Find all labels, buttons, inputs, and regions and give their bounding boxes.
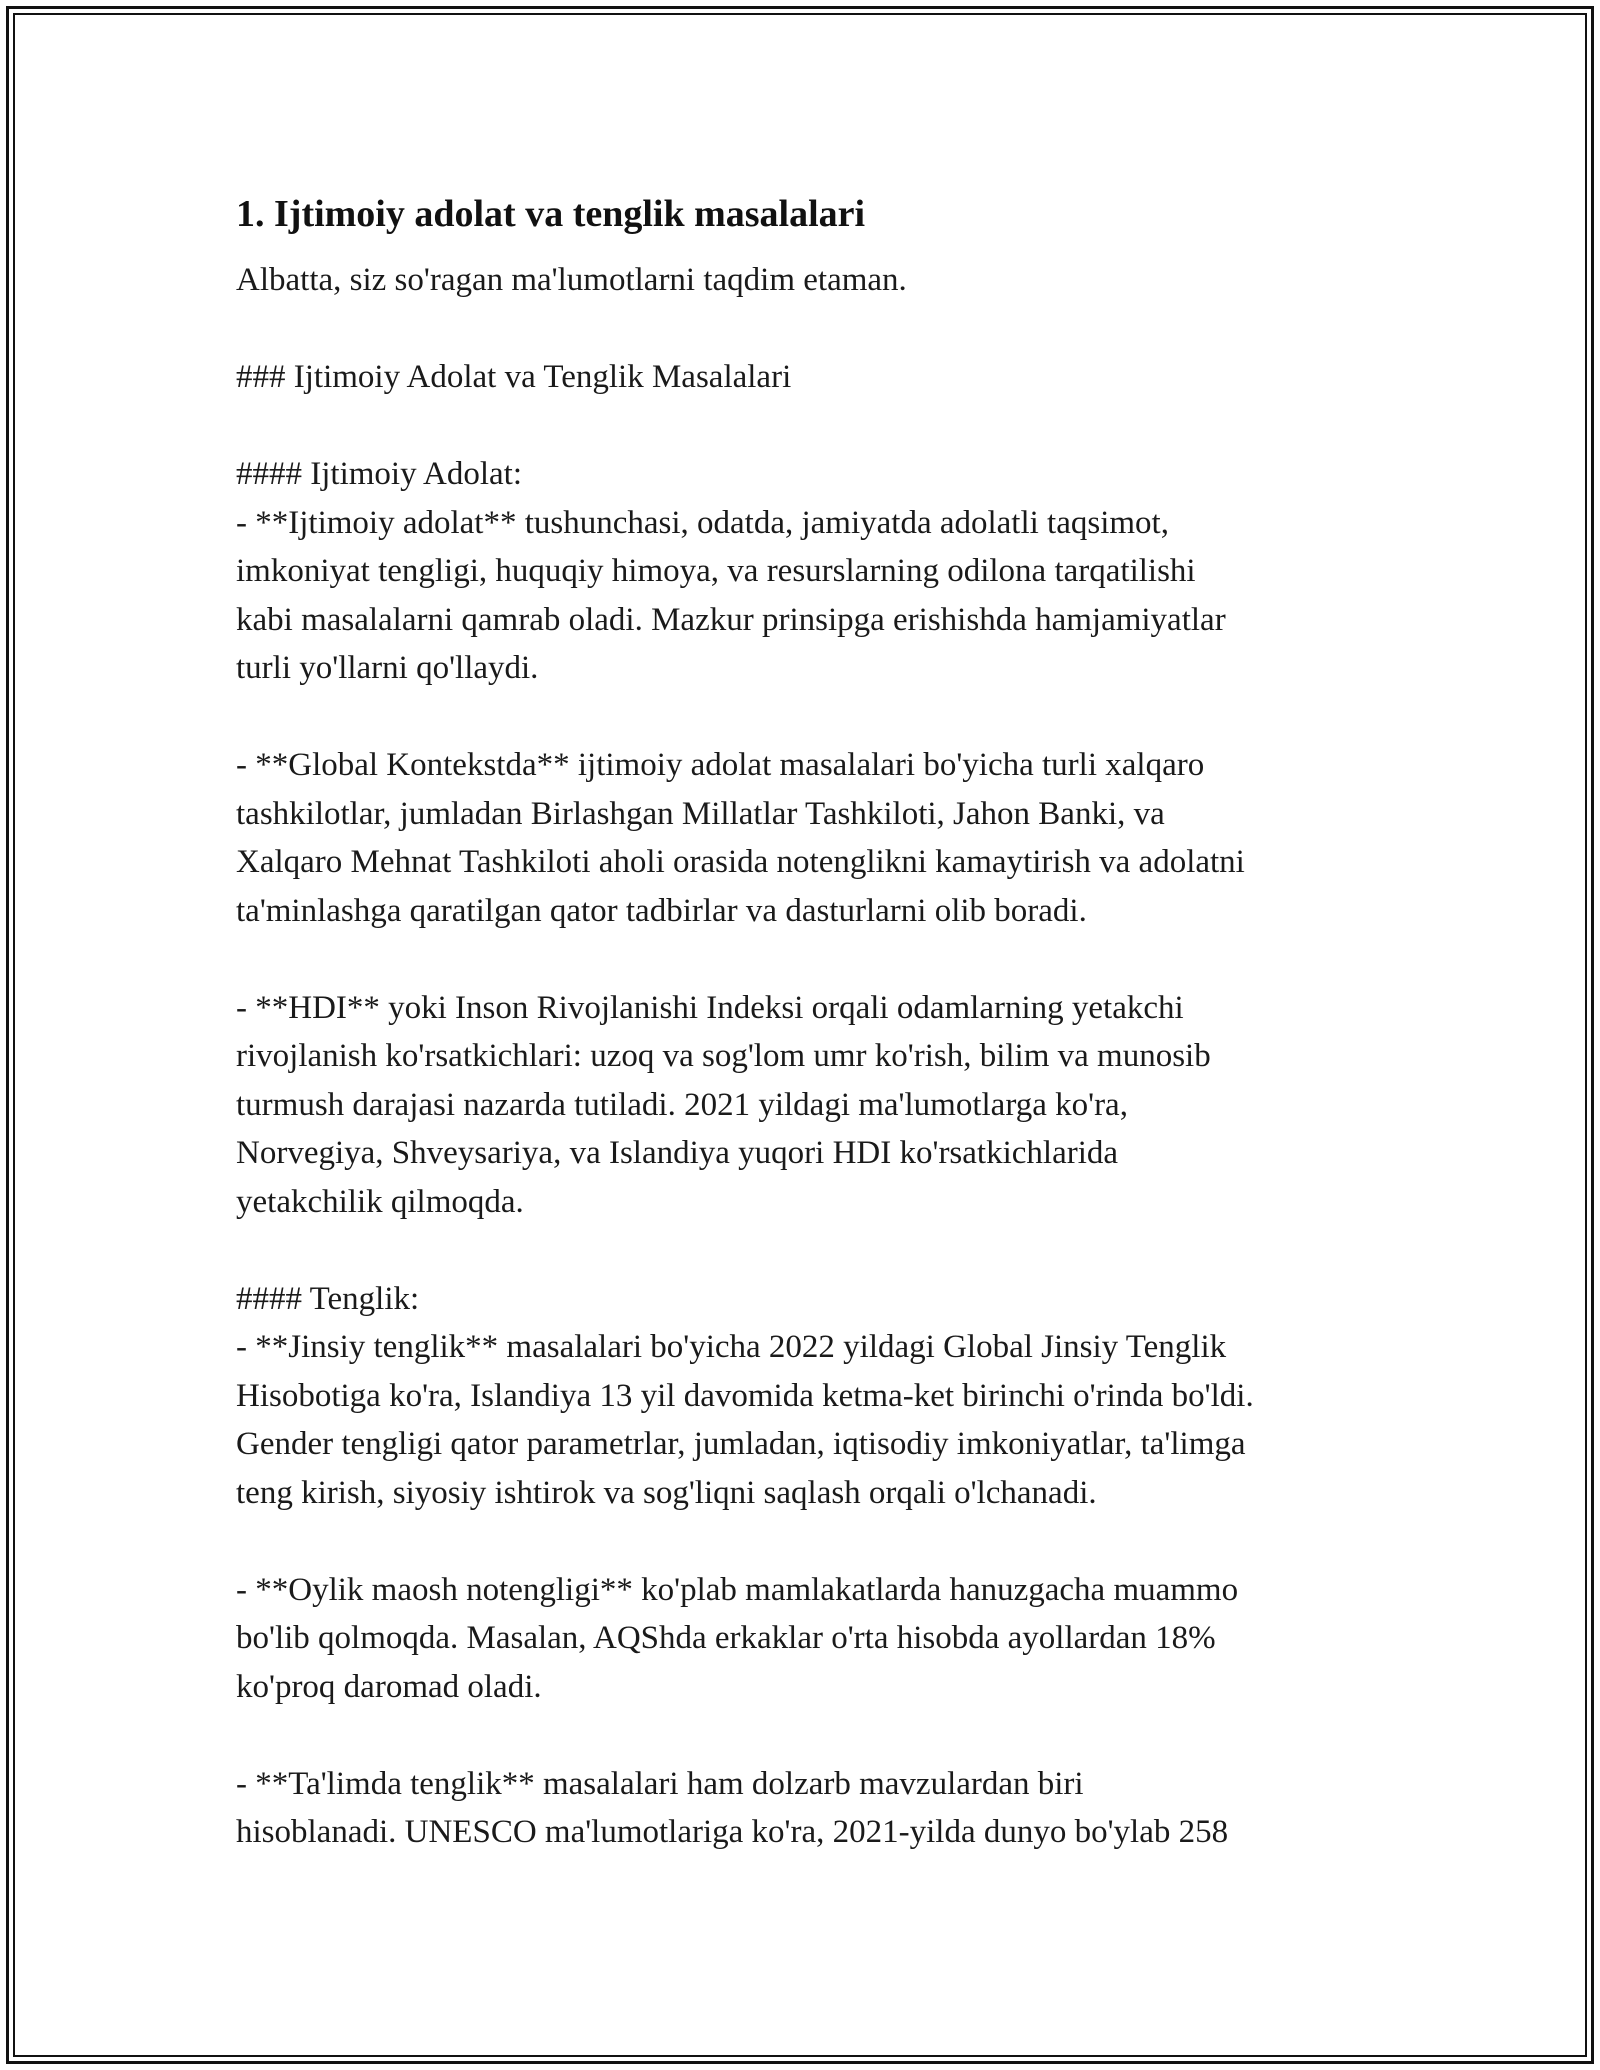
spacer — [236, 935, 1396, 984]
main-heading: ### Ijtimoiy Adolat va Tenglik Masalalari — [236, 359, 792, 395]
spacer — [236, 305, 1396, 354]
document-title: 1. Ijtimoiy adolat va tenglik masalalari — [236, 193, 866, 235]
spacer — [236, 402, 1396, 451]
intro-paragraph: Albatta, siz so'ragan ma'lumotlarni taqdim etaman. — [236, 262, 907, 298]
list-item-oylik-maosh: - **Oylik maosh notengligi** ko'plab mamlakatlarda hanuzgacha muammo bo'lib qolmoqda. Masalan, AQShda erkaklar o'rta hisobda ayollardan 18% ko'proq daromad oladi. — [236, 1571, 1239, 1705]
list-item-global-kontekst: - **Global Kontekstda** ijtimoiy adolat masalalari bo'yicha turli xalqaro tashkilotlar, jumladan Birlashgan Millatlar Tashkiloti, Jahon Banki, va Xalqaro Mehnat Tashkiloti aholi orasida notenglikni kamaytirish va adolatni ta'minlashga qaratilgan qator tadbirlar va dasturlarni olib boradi. — [236, 747, 1245, 929]
spacer — [236, 693, 1396, 742]
spacer — [236, 1226, 1396, 1275]
spacer — [236, 1517, 1396, 1566]
document-body — [236, 184, 1396, 1857]
spacer — [236, 1711, 1396, 1760]
section-heading-tenglik: #### Tenglik: — [236, 1280, 420, 1317]
list-item-talimda-tenglik: - **Ta'limda tenglik** masalalari ham dolzarb mavzulardan biri hisoblanadi. UNESCO ma'lumotlariga ko'ra, 2021-yilda dunyo bo'ylab 258 — [236, 1765, 1229, 1850]
list-item-jinsiy-tenglik: - **Jinsiy tenglik** masalalari bo'yicha 2022 yildagi Global Jinsiy Tenglik Hisobotiga ko'ra, Islandiya 13 yil davomida ketma-ket birinchi o'rinda bo'ldi. Gender tengligi qator parametrlar, jumladan, iqtisodiy imkoniyatlar, ta'limga teng kirish, siyosiy ishtirok va sog'liqni saqlash orqali o'lchanadi. — [236, 1329, 1254, 1511]
list-item-hdi: - **HDI** yoki Inson Rivojlanishi Indeksi orqali odamlarning yetakchi rivojlanish ko'rsatkichlari: uzoq va sog'lom umr ko'rish, bilim va munosib turmush darajasi nazarda tutiladi. 2021 yildagi ma'lumotlarga ko'ra, Norvegiya, Shveysariya, va Islandiya yuqori HDI ko'rsatkichlarida yetakchilik qilmoqda. — [236, 989, 1211, 1220]
section-heading-ijtimoiy-adolat: #### Ijtimoiy Adolat: — [236, 456, 522, 492]
list-item-ijtimoiy-adolat: - **Ijtimoiy adolat** tushunchasi, odatda, jamiyatda adolatli taqsimot, imkoniyat tengligi, huquqiy himoya, va resurslarning odilona tarqatilishi kabi masalalarni qamrab oladi. Mazkur prinsipga erishishda hamjamiyatlar turli yo'llarni qo'llaydi. — [236, 504, 1226, 686]
